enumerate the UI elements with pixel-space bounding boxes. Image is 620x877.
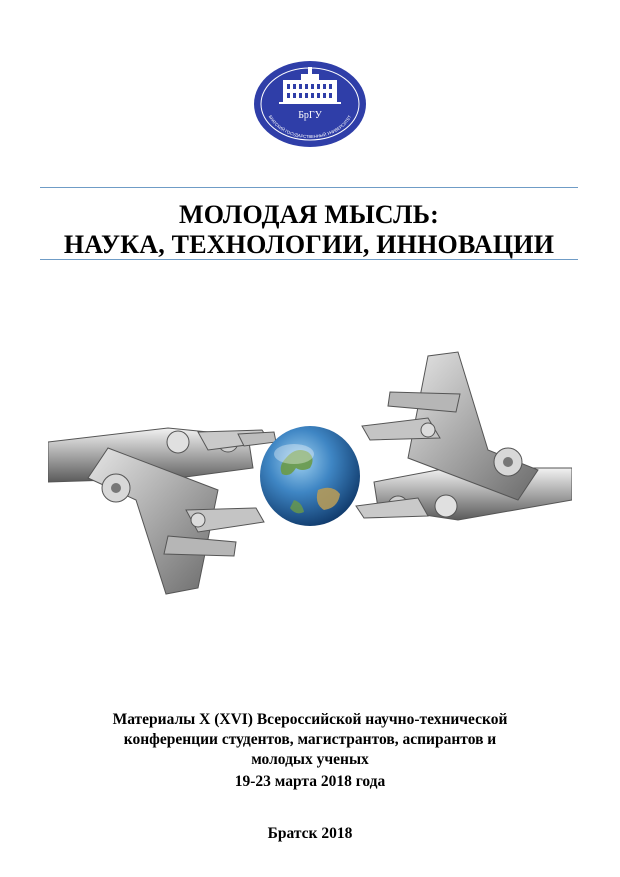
logo-ring-text: БРАТСКИЙ ГОСУДАРСТВЕННЫЙ УНИВЕРСИТЕТ bbox=[267, 114, 353, 140]
robot-hands-globe-illustration bbox=[48, 350, 572, 600]
title-bottom-rule bbox=[40, 259, 578, 260]
conference-dates: 19-23 марта 2018 года bbox=[234, 773, 386, 790]
conference-info-line-3: молодых ученых bbox=[251, 751, 369, 768]
globe bbox=[260, 426, 360, 526]
conference-info-line-1: Материалы X (XVI) Всероссийской научно-технической bbox=[112, 711, 508, 728]
place-year: Братск 2018 bbox=[267, 825, 353, 842]
left-robot-arm bbox=[48, 428, 276, 594]
logo-abbr: БрГУ bbox=[298, 110, 322, 121]
university-logo bbox=[253, 60, 367, 148]
title-line-2: НАУКА, ТЕХНОЛОГИИ, ИННОВАЦИИ bbox=[63, 230, 555, 259]
conference-info-line-2: конференции студентов, магистрантов, аспирантов и bbox=[123, 731, 497, 748]
title-top-rule bbox=[40, 187, 578, 188]
right-robot-arm bbox=[356, 352, 572, 520]
title-line-1: МОЛОДАЯ МЫСЛЬ: bbox=[179, 200, 439, 229]
